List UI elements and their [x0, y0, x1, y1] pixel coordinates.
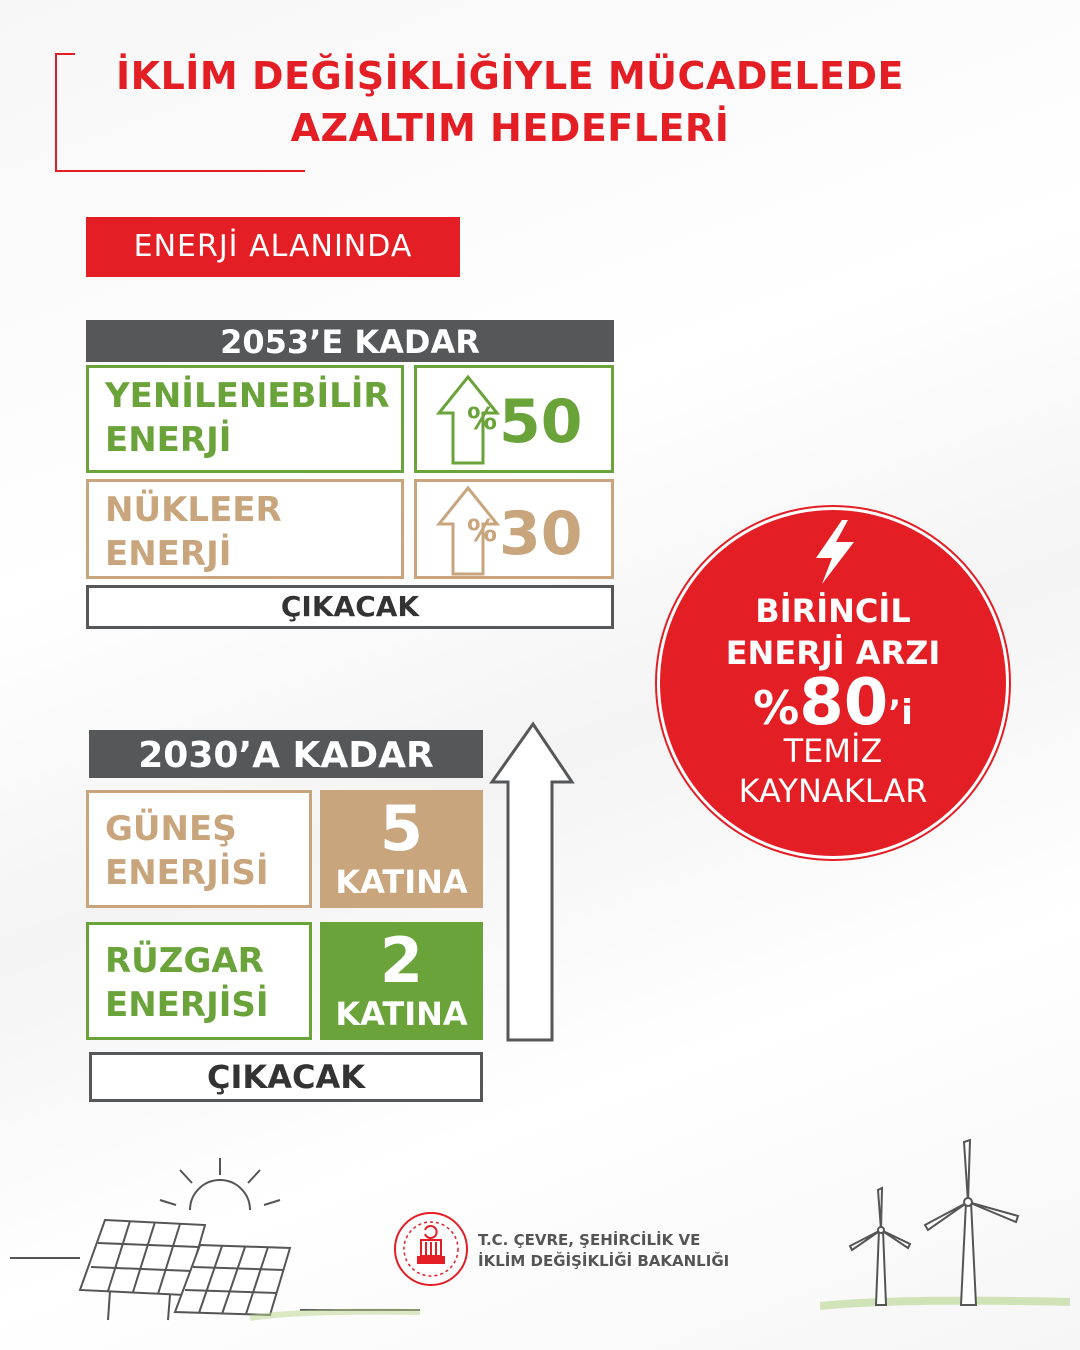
wind-turbine-icon	[925, 1140, 1018, 1305]
renewable-energy-value-box	[414, 365, 614, 473]
circle-line1: BİRİNCİL	[755, 592, 911, 630]
circle-percent-sign: %	[753, 681, 800, 735]
wind-energy-label: RÜZGAR ENERJİSİ	[86, 922, 312, 1040]
solar-energy-label: GÜNEŞ ENERJİSİ	[86, 790, 312, 908]
circle-percent-row	[660, 666, 1006, 740]
ministry-name	[478, 1230, 729, 1272]
nuclear-percent-sign: %	[467, 514, 498, 549]
nuclear-value: 30	[499, 499, 583, 569]
primary-energy-circle	[660, 510, 1006, 856]
wind-unit: KATINA	[335, 995, 468, 1033]
circle-line4: TEMİZ	[783, 732, 883, 770]
circle-value: 80	[799, 666, 889, 740]
page-title	[80, 50, 940, 154]
ministry-line1: T.C. ÇEVRE, ŞEHİRCİLİK VE	[478, 1231, 701, 1249]
wind-energy-value-box	[320, 922, 483, 1040]
heading-2053: 2053’E KADAR	[86, 320, 614, 362]
wind-value: 2	[379, 924, 424, 997]
ministry-logo-icon	[392, 1210, 470, 1288]
circle-line5: KAYNAKLAR	[738, 772, 928, 810]
solar-value: 5	[379, 792, 424, 865]
solar-energy-value-box	[320, 790, 483, 908]
solar-panels-illustration	[0, 1150, 420, 1330]
circle-line2: ENERJİ ARZI	[725, 634, 941, 672]
section-tag: ENERJİ ALANINDA	[86, 217, 460, 277]
nuclear-energy-label: NÜKLEER ENERJİ	[86, 479, 404, 579]
lightning-bolt-icon	[808, 518, 860, 586]
page-title-line2: AZALTIM HEDEFLERİ	[290, 106, 730, 150]
renewable-value: 50	[499, 387, 583, 457]
wind-turbines-illustration	[820, 1130, 1070, 1320]
ministry-line2: İKLİM DEĞİŞİKLİĞİ BAKANLIĞI	[478, 1252, 730, 1270]
circle-suffix: ’i	[888, 693, 913, 733]
sun-icon	[160, 1158, 280, 1210]
footer-2030: ÇIKACAK	[89, 1052, 483, 1102]
footer-2053: ÇIKACAK	[86, 585, 614, 629]
wind-turbine-icon	[850, 1188, 910, 1305]
nuclear-energy-value-box	[414, 479, 614, 579]
renewable-percent-sign: %	[467, 402, 498, 437]
heading-2030: 2030’A KADAR	[89, 730, 483, 778]
title-corner-frame	[55, 53, 57, 171]
title-corner-frame-bottom	[55, 170, 305, 172]
renewable-energy-label: YENİLENEBİLİR ENERJİ	[86, 365, 404, 473]
page-title-line1: İKLİM DEĞİŞİKLİĞİYLE MÜCADELEDE	[115, 54, 904, 98]
solar-unit: KATINA	[335, 863, 468, 901]
title-corner-frame-top	[55, 53, 75, 55]
up-arrow-icon	[488, 720, 578, 1046]
